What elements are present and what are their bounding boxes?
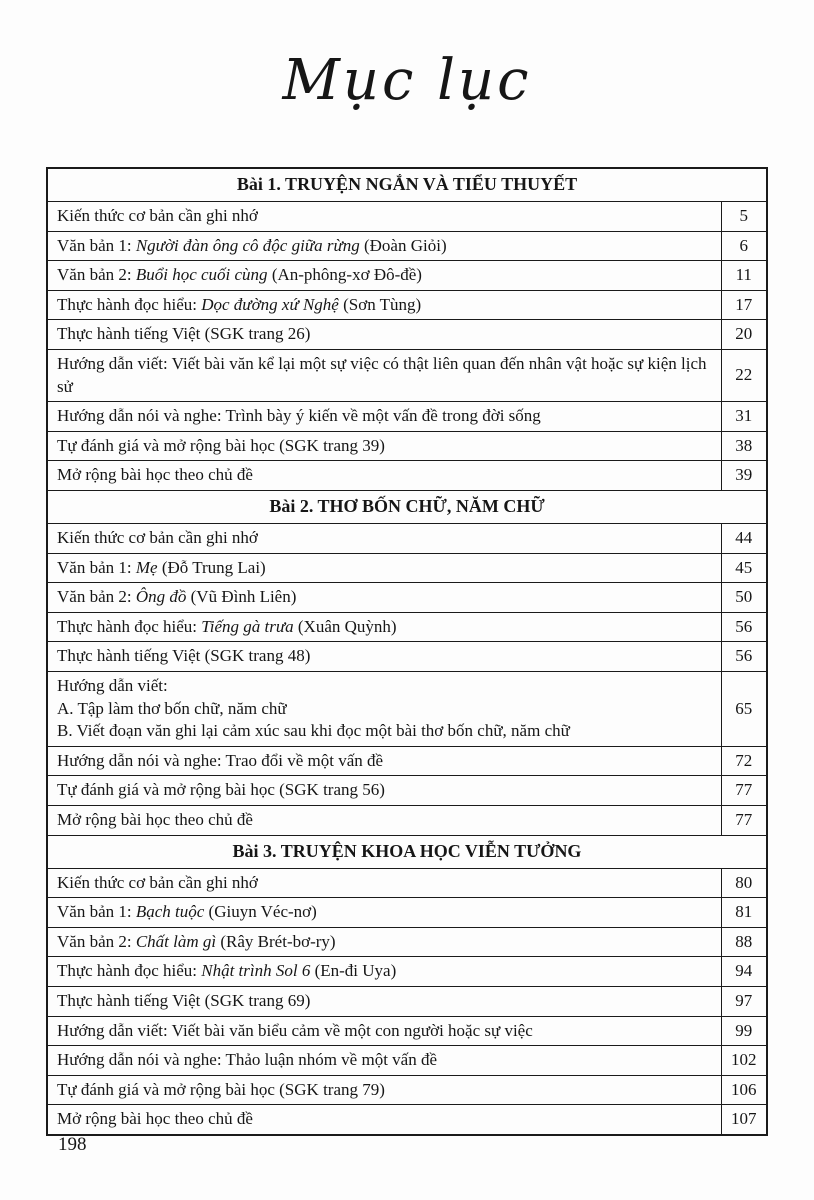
toc-entry-text: Hướng dẫn viết: Viết bài văn biểu cảm về một con người hoặc sự việc	[57, 1020, 533, 1040]
toc-entry-title-italic: Mẹ	[135, 557, 158, 577]
toc-entry-text: Thực hành đọc hiểu:	[57, 961, 202, 981]
toc-entry-title-italic: Chất làm gì	[135, 931, 217, 951]
toc-page-number: 88	[721, 927, 767, 957]
toc-entry	[47, 523, 721, 553]
toc-entry	[47, 987, 721, 1017]
toc-row	[47, 583, 767, 613]
toc-row	[47, 1046, 767, 1076]
toc-entry-text: (Đỗ Trung Lai)	[157, 557, 266, 577]
toc-row	[47, 523, 767, 553]
toc-entry	[47, 776, 721, 806]
toc-entry-text: Thực hành đọc hiểu:	[57, 294, 202, 314]
toc-page-number: 56	[721, 612, 767, 642]
toc-entry-title-italic: Ông đồ	[135, 587, 187, 607]
toc-page-number: 77	[721, 806, 767, 836]
toc-row	[47, 957, 767, 987]
toc-row	[47, 612, 767, 642]
toc-entry-text: Mở rộng bài học theo chủ đề	[57, 810, 253, 830]
toc-page-number: 17	[721, 290, 767, 320]
toc-entry-text: Kiến thức cơ bản cần ghi nhớ	[57, 527, 258, 547]
toc-entry-text: Hướng dẫn nói và nghe: Thảo luận nhóm về một vấn đề	[57, 1050, 438, 1070]
toc-entry-text: (Rây Brét-bơ-ry)	[216, 931, 336, 951]
toc-page-number: 94	[721, 957, 767, 987]
toc-row	[47, 987, 767, 1017]
toc-entry-text: Mở rộng bài học theo chủ đề	[57, 465, 253, 485]
toc-row	[47, 461, 767, 491]
toc-entry-text: Thực hành tiếng Việt (SGK trang 69)	[57, 991, 311, 1011]
toc-entry-text: Tự đánh giá và mở rộng bài học (SGK trang 39)	[57, 435, 385, 455]
toc-row	[47, 898, 767, 928]
toc-entry	[47, 402, 721, 432]
toc-entry	[47, 231, 721, 261]
toc-entry-text: Tự đánh giá và mở rộng bài học (SGK trang 56)	[57, 780, 385, 800]
section-header: Bài 3. TRUYỆN KHOA HỌC VIỄN TƯỞNG	[47, 835, 767, 868]
toc-entry-text: Tự đánh giá và mở rộng bài học (SGK trang 79)	[57, 1079, 385, 1099]
toc-row	[47, 672, 767, 747]
toc-entry	[47, 201, 721, 231]
toc-entry-text: Hướng dẫn nói và nghe: Trao đổi về một vấn đề	[57, 750, 384, 770]
toc-row	[47, 290, 767, 320]
toc-entry-text: Văn bản 2:	[57, 931, 136, 951]
toc-page-number: 50	[721, 583, 767, 613]
toc-row	[47, 927, 767, 957]
toc-row	[47, 1075, 767, 1105]
section-header-row	[47, 835, 767, 868]
toc-entry-title-italic: Dọc đường xứ Nghệ	[201, 294, 339, 314]
section-header: Bài 1. TRUYỆN NGẮN VÀ TIỂU THUYẾT	[47, 168, 767, 201]
toc-entry	[47, 461, 721, 491]
toc-entry	[47, 746, 721, 776]
toc-page-number: 107	[721, 1105, 767, 1135]
page-title: Mục lục	[282, 48, 532, 113]
toc-entry	[47, 431, 721, 461]
toc-page-number: 44	[721, 523, 767, 553]
toc-entry-text: B. Viết đoạn văn ghi lại cảm xúc sau khi đọc một bài thơ bốn chữ, năm chữ	[57, 721, 570, 741]
toc-entry-text: (Sơn Tùng)	[338, 294, 422, 314]
toc-row	[47, 349, 767, 401]
toc-entry	[47, 1105, 721, 1135]
toc-entry	[47, 1046, 721, 1076]
toc-row	[47, 642, 767, 672]
toc-row	[47, 746, 767, 776]
toc-entry	[47, 583, 721, 613]
toc-entry-text: (Xuân Quỳnh)	[293, 616, 397, 636]
toc-entry-text: Kiến thức cơ bản cần ghi nhớ	[57, 205, 258, 225]
toc-entry-text: (Vũ Đình Liên)	[186, 587, 297, 607]
toc-entry-text: Thực hành đọc hiểu:	[57, 616, 202, 636]
toc-entry-title-italic: Người đàn ông cô độc giữa rừng	[135, 235, 360, 255]
toc-entry-text: A. Tập làm thơ bốn chữ, năm chữ	[57, 698, 287, 718]
toc-page-number: 38	[721, 431, 767, 461]
toc-row	[47, 776, 767, 806]
toc-entry	[47, 553, 721, 583]
toc-page-number: 97	[721, 987, 767, 1017]
toc-row	[47, 553, 767, 583]
toc-entry-text: Mở rộng bài học theo chủ đề	[57, 1109, 253, 1129]
toc-page-number: 65	[721, 672, 767, 747]
toc-entry-title-italic: Buổi học cuối cùng	[135, 265, 268, 285]
toc-page-number: 6	[721, 231, 767, 261]
toc-entry	[47, 1016, 721, 1046]
toc-row	[47, 402, 767, 432]
footer-page-number: 198	[58, 1134, 87, 1155]
toc-page-number: 56	[721, 642, 767, 672]
toc-entry-text: Hướng dẫn viết:	[57, 676, 168, 696]
toc-entry-text: Hướng dẫn viết: Viết bài văn kể lại một sự việc có thật liên quan đến nhân vật hoặc sự kiện lịch sử	[57, 353, 707, 396]
toc-page-number: 102	[721, 1046, 767, 1076]
toc-row	[47, 1105, 767, 1135]
section-header: Bài 2. THƠ BỐN CHỮ, NĂM CHỮ	[47, 491, 767, 524]
toc-row	[47, 320, 767, 350]
toc-entry-text: Thực hành tiếng Việt (SGK trang 48)	[57, 646, 311, 666]
toc-row	[47, 806, 767, 836]
toc-entry-text: Thực hành tiếng Việt (SGK trang 26)	[57, 324, 311, 344]
toc-entry-text: (En-đi Uya)	[310, 961, 397, 981]
toc-page-number: 5	[721, 201, 767, 231]
toc-entry	[47, 957, 721, 987]
section-header-row	[47, 491, 767, 524]
toc-entry-text: (An-phông-xơ Đô-đề)	[267, 265, 422, 285]
section-header-row	[47, 168, 767, 201]
toc-row	[47, 868, 767, 898]
toc-page-number: 39	[721, 461, 767, 491]
toc-entry-text: (Đoàn Giỏi)	[359, 235, 447, 255]
toc-entry-text: Văn bản 1:	[57, 902, 136, 922]
toc-entry	[47, 806, 721, 836]
toc-entry	[47, 868, 721, 898]
toc-entry-text: Kiến thức cơ bản cần ghi nhớ	[57, 872, 258, 892]
toc-entry-text: Văn bản 1:	[57, 235, 136, 255]
toc-row	[47, 261, 767, 291]
toc-row	[47, 1016, 767, 1046]
toc-page-number: 31	[721, 402, 767, 432]
toc-page-number: 22	[721, 349, 767, 401]
toc-entry	[47, 261, 721, 291]
toc-page-number: 106	[721, 1075, 767, 1105]
toc-row	[47, 201, 767, 231]
toc-entry	[47, 927, 721, 957]
toc-page-number: 11	[721, 261, 767, 291]
toc-entry-text: Văn bản 2:	[57, 587, 136, 607]
toc-table-body	[47, 168, 767, 1135]
toc-entry-text: Văn bản 1:	[57, 557, 136, 577]
toc-row	[47, 231, 767, 261]
toc-entry-title-italic: Nhật trình Sol 6	[201, 961, 311, 981]
toc-entry	[47, 612, 721, 642]
toc-page-number: 72	[721, 746, 767, 776]
toc-table	[46, 167, 768, 1136]
toc-entry	[47, 1075, 721, 1105]
toc-entry	[47, 642, 721, 672]
toc-entry-text: Văn bản 2:	[57, 265, 136, 285]
toc-row	[47, 431, 767, 461]
toc-page-number: 99	[721, 1016, 767, 1046]
toc-page-number: 80	[721, 868, 767, 898]
toc-entry	[47, 349, 721, 401]
toc-page-number: 20	[721, 320, 767, 350]
toc-page-number: 77	[721, 776, 767, 806]
toc-page-number: 81	[721, 898, 767, 928]
toc-entry-text: Hướng dẫn nói và nghe: Trình bày ý kiến về một vấn đề trong đời sống	[57, 406, 541, 426]
toc-entry	[47, 672, 721, 747]
toc-entry-title-italic: Tiếng gà trưa	[201, 616, 294, 636]
toc-entry	[47, 898, 721, 928]
toc-page-number: 45	[721, 553, 767, 583]
toc-entry	[47, 290, 721, 320]
toc-entry-title-italic: Bạch tuộc	[135, 902, 205, 922]
toc-entry	[47, 320, 721, 350]
toc-entry-text: (Giuyn Véc-nơ)	[204, 902, 317, 922]
